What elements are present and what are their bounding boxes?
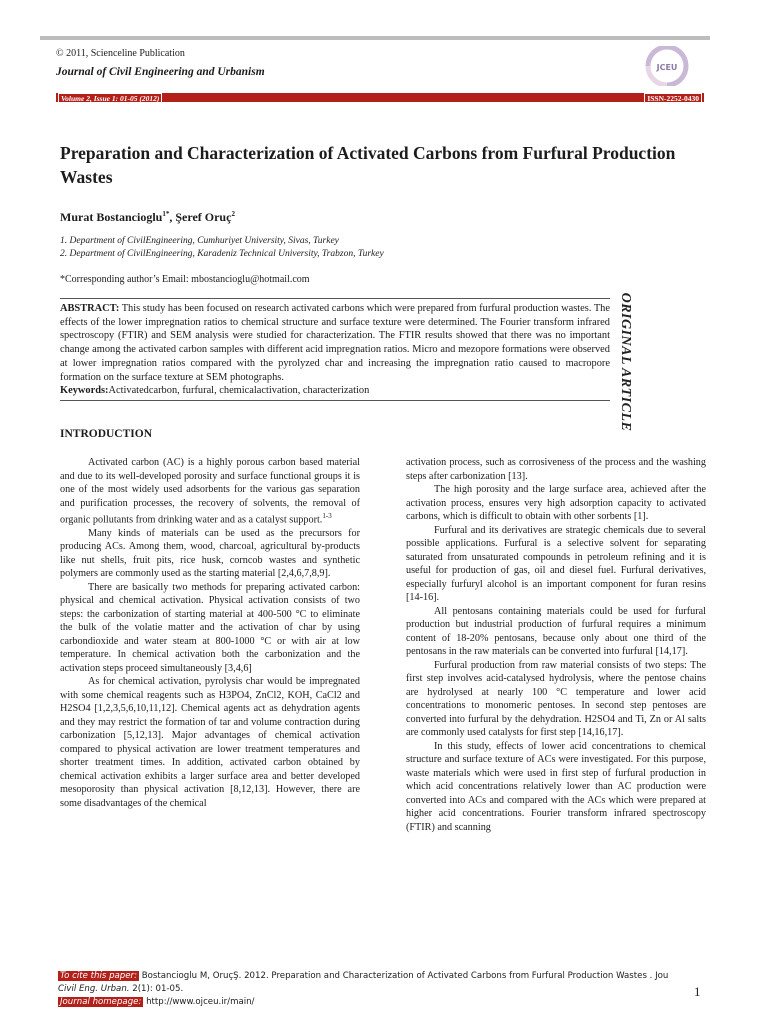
paragraph: Furfural production from raw material consists of two steps: The first step involves acid-catalysed hydrolysis, where the pentose chains are hydrolysed at nearly 100 °C temperature and lower acid concentrations to monomeric pentoses. In second step pentoses are converted into furfural by the dehydration. H2SO4 and Ti, Zn or Al salts are commonly used catalysts for first step [14,16,17]. [406,659,706,738]
paragraph-text: Activated carbon (AC) is a highly porous carbon based material and due to its well-developed porosity and surface functional groups it is one of the most widely used adsorbents for the various gas separation and purification processes, the recovery of solvents, the removal of organic pollutants from drinking water and as a catalyst support. [60,457,360,526]
citation-footer [58,970,703,1009]
paragraph: activation process, such as corrosiveness of the process and the washing steps after carbonization [13]. [406,457,706,482]
affiliation-1: 1. Department of CivilEngineering, Cumhuriyet University, Sivas, Turkey [60,236,339,246]
header-rule [40,36,710,40]
journal-logo-icon [640,46,694,86]
section-heading-introduction: INTRODUCTION [60,428,153,440]
cite-journal: Civil Eng. Urban. [58,984,130,994]
paragraph: All pentosans containing materials could be used for furfural production but industrial production of furfural requires a minimum content of 18-20% pentosans, because only about one third of the pentosans in the raw materials can be converted into furfural [14,17]. [406,605,706,657]
author-1-sup: 1* [162,210,170,218]
journal-title: Journal of Civil Engineering and Urbanism [56,66,265,78]
keywords-text: Activatedcarbon, furfural, chemicalactivation, characterization [108,385,370,397]
paragraph: In this study, effects of lower acid concentrations to chemical structure and surface texture of ACs were investigated. For this purpose, waste materials which were used in first step of furfural production in which acid concentrations relatively lower than AC production were converted into ACs and compared with the ACs which were prepared at higher acid concentrations. Fourier transform infrared spectroscopy (FTIR) and scanning [406,740,706,833]
copyright-notice: © 2011, Scienceline Publication [56,48,185,59]
cite-volume: 2(1): 01-05. [132,984,184,994]
original-article-label: ORIGINAL ARTICLE [618,292,633,432]
homepage-label: Journal homepage: [60,997,142,1007]
volume-bar [56,93,704,102]
page-number: 1 [694,984,701,999]
paragraph [60,456,360,527]
issn-badge: ISSN-2252-0430 [644,93,702,104]
abstract-text: This study has been focused on research activated carbons which were prepared from furfural production wastes. The effects of the lower impregnation ratios to chemical structure and surface texture were determined. The Fourier transform infrared spectroscopy (FTIR) and SEM analysis were studied for characterization. The FTIR results showed that there was no important change among the activated carbon samples with different acid impregnation ratios. Micro and mezopore formations were observed at lower impregnation ratios compared with the pyrolyzed char and increasing the impregnation ratio caused to macropore formation on the surface texture at SEM photographs. [60,303,610,383]
affiliation-2: 2. Department of CivilEngineering, Karadeniz Technical University, Trabzon, Turkey [60,249,384,259]
right-column [406,456,706,834]
citation-sup: 1-3 [322,512,332,520]
corresponding-author: *Corresponding author’s Email: mbostancioglu@hotmail.com [60,274,310,285]
homepage-link[interactable]: http://www.ojceu.ir/main/ [146,997,255,1007]
author-1: Murat Bostancioglu [60,210,163,224]
paragraph: Furfural and its derivatives are strategic chemicals due to several possible applications. Furfural is a selective solvent for separating saturated from unsaturated compounds in petroleum refining and it is useful for production of gas, oil and diesel fuel. Furfural derivatives, especially furfuryl alcohol is an important component for furan resins [14-16]. [406,524,706,603]
author-2: Şeref Oruç [175,210,232,224]
paragraph: There are basically two methods for preparing activated carbon: physical and chemical activation. Physical activation consists of two steps: the carbonization of starting material at 400-500 °C to eliminate the bulk of the volatie matter and the activation of char by using carbondioxide and water steam at 800-1000 °C or with air at low temperature. In chemical activation both the carbonization and the activation steps proceed simultaneously [3,4,6] [60,581,360,674]
abstract-box [60,298,610,401]
author-list: Murat Bostancioglu$^{1*}$, Şeref Oruç$^2$ [60,210,235,224]
cite-text: Bostancioglu M, OruçŞ. 2012. Preparation and Characterization of Activated Carbons from Furfural Production Wastes . Jou [141,971,669,981]
volume-issue: Volume 2, Issue 1: 01-05 (2012) [58,93,162,104]
keywords-label: Keywords: [60,385,109,397]
logo-text: JCEU [656,63,678,72]
abstract-label: ABSTRACT: [60,303,120,314]
paragraph: As for chemical activation, pyrolysis char would be impregnated with some chemical reagents such as H3PO4, ZnCl2, KOH, CaCl2 and H2SO4 [1,2,3,5,6,10,11,12]. Chemical agents act as dehydration agents and they may restrict the formation of tar and volume contraction during carbonization [5,12,13]. Major advantages of chemical activation compared to physical activation are lower treatment temperatures and shorter treatment times. In addition, activated carbon obtained by chemical activation exhibits a larger surface area and better developed mesoporosity than physical activation [8,12,13]. However, there are some disadvantages of the chemical [60,676,360,809]
left-column [60,456,360,810]
author-2-sup: 2 [231,210,235,218]
article-title: Preparation and Characterization of Activated Carbons from Furfural Production Wastes [60,143,676,187]
paragraph: Many kinds of materials can be used as the precursors for producing ACs. Among them, wood, charcoal, agricultural by-products like nut shells, fruit pits, rice husk, corncob wastes and synthetic polymers are commonly used as the starting material [2,4,6,7,8,9]. [60,527,360,580]
cite-label: To cite this paper: [60,971,137,981]
paragraph: The high porosity and the large surface area, achieved after the activation process, ensures very high adsorption capacity to activated carbons, which is difficult to obtain with other sorbents [1]. [406,484,706,522]
